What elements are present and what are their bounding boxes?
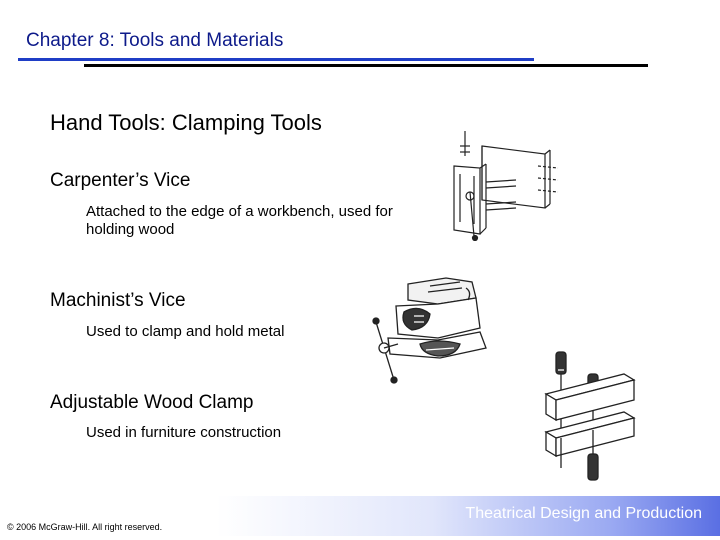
tool-name-wood-clamp: Adjustable Wood Clamp: [50, 392, 254, 413]
tool-name-machinists-vice: Machinist’s Vice: [50, 290, 186, 311]
machinists-vice-illustration: [368, 268, 498, 384]
carpenters-vice-illustration: [450, 126, 560, 241]
copyright-notice: © 2006 McGraw-Hill. All right reserved.: [7, 522, 163, 532]
tool-desc-machinists-vice: Used to clamp and hold metal: [86, 323, 285, 340]
header-rule-blue: [18, 58, 534, 61]
tool-name-carpenters-vice: Carpenter’s Vice: [50, 170, 191, 191]
wood-clamp-illustration: [540, 348, 640, 488]
tool-desc-carpenters-vice: Attached to the edge of a workbench, used for holding wood: [86, 203, 393, 238]
header-rule-black: [84, 64, 648, 67]
footer-title: Theatrical Design and Production: [465, 505, 702, 522]
chapter-title: Chapter 8: Tools and Materials: [26, 30, 284, 51]
tool-desc-wood-clamp: Used in furniture construction: [86, 424, 282, 441]
slide-heading: Hand Tools: Clamping Tools: [50, 110, 322, 135]
